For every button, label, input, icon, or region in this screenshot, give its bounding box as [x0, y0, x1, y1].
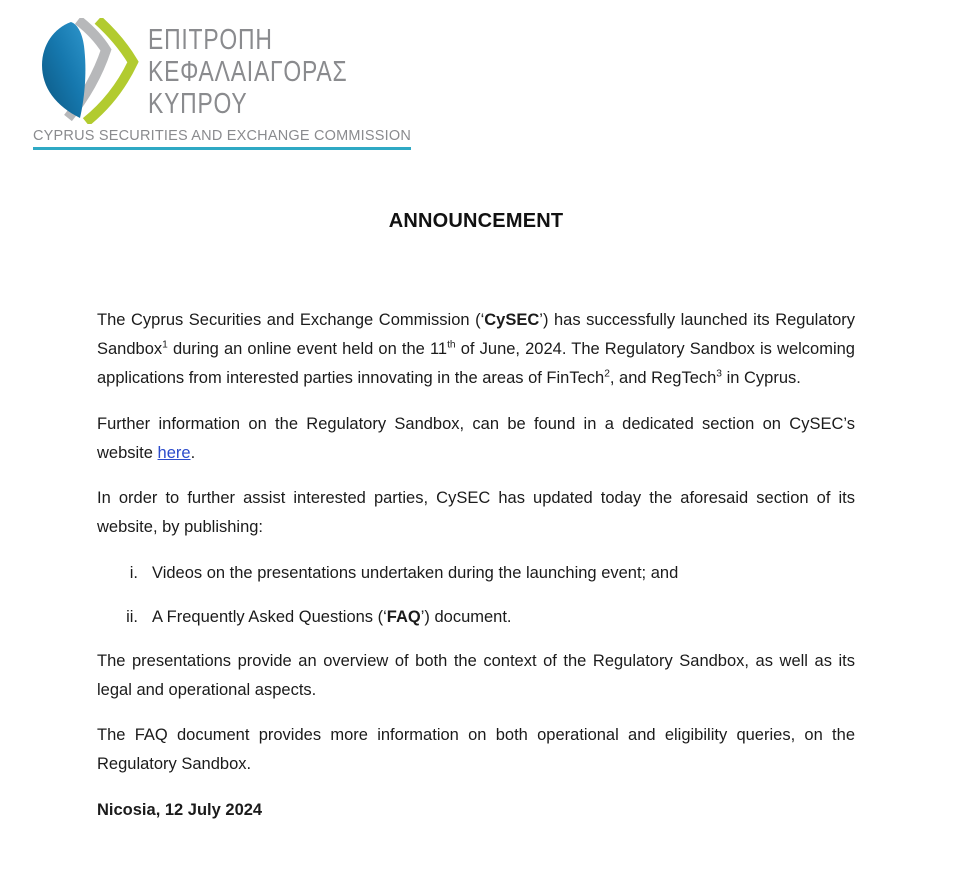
date-place-line: Nicosia, 12 July 2024 [97, 800, 263, 819]
paragraph-further-info [97, 410, 855, 468]
text-run: CySEC [484, 311, 540, 329]
text-run: ’) has successfully launched its Regulatory Sandbox [97, 311, 855, 358]
paragraph-publishing [97, 484, 855, 542]
text-run: In order to further assist interested parties, CySEC has updated today the aforesaid section of its website, by publishing: [97, 489, 855, 536]
paragraph-faq [97, 721, 855, 779]
blue-sail-shape [42, 22, 85, 118]
document-content [97, 0, 855, 825]
text-run: . [190, 443, 196, 462]
superscript-marker: th [447, 339, 456, 351]
paragraph-presentations [97, 647, 855, 705]
logo-greek-line: ΚΕΦΑΛΑΙΑΓΟΡΑΣ [148, 56, 348, 88]
roman-numeral-list [97, 559, 855, 632]
list-marker: i. [129, 563, 138, 582]
text-run: Videos on the presentations undertaken during the launching event; and [152, 563, 679, 582]
text-run: of June, 2024. The Regulatory Sandbox is welcoming applications from interested parties innovating in the areas of FinTech [97, 340, 855, 387]
list-marker: ii. [126, 607, 138, 626]
text-run: FAQ [386, 607, 421, 626]
list-item-text [152, 603, 512, 632]
page-title: ANNOUNCEMENT [388, 210, 564, 232]
list-item-text [152, 559, 678, 588]
text-run: The FAQ document provides more information on both operational and eligibility queries, on the Regulatory Sandbox. [97, 726, 855, 773]
list-item [97, 603, 855, 632]
text-run: , and RegTech [609, 369, 717, 387]
text-run: ’) document. [420, 607, 512, 626]
logo-english-caption: CYPRUS SECURITIES AND EXCHANGE COMMISSION [33, 128, 411, 150]
text-run: Further information on the Regulatory Sandbox, can be found in a dedicated section on CySEC’s website [97, 414, 855, 462]
logo-greek-line: ΕΠΙΤΡΟΠΗ [148, 24, 273, 56]
list-item [97, 559, 855, 588]
superscript-marker: 1 [162, 339, 168, 351]
text-run: The Cyprus Securities and Exchange Commission (‘ [97, 311, 485, 329]
logo-greek-line: ΚΥΠΡΟΥ [148, 88, 248, 120]
superscript-marker: 3 [716, 368, 722, 380]
paragraph-launch [97, 306, 855, 393]
text-run: The presentations provide an overview of both the context of the Regulatory Sandbox, as well as its legal and operational aspects. [97, 651, 855, 699]
text-run: during an online event held on the 11 [167, 340, 448, 358]
text-run: in Cyprus. [721, 369, 801, 387]
superscript-marker: 2 [604, 368, 610, 380]
text-run: A Frequently Asked Questions (‘ [152, 607, 387, 626]
website-here-link[interactable]: here [157, 443, 191, 462]
